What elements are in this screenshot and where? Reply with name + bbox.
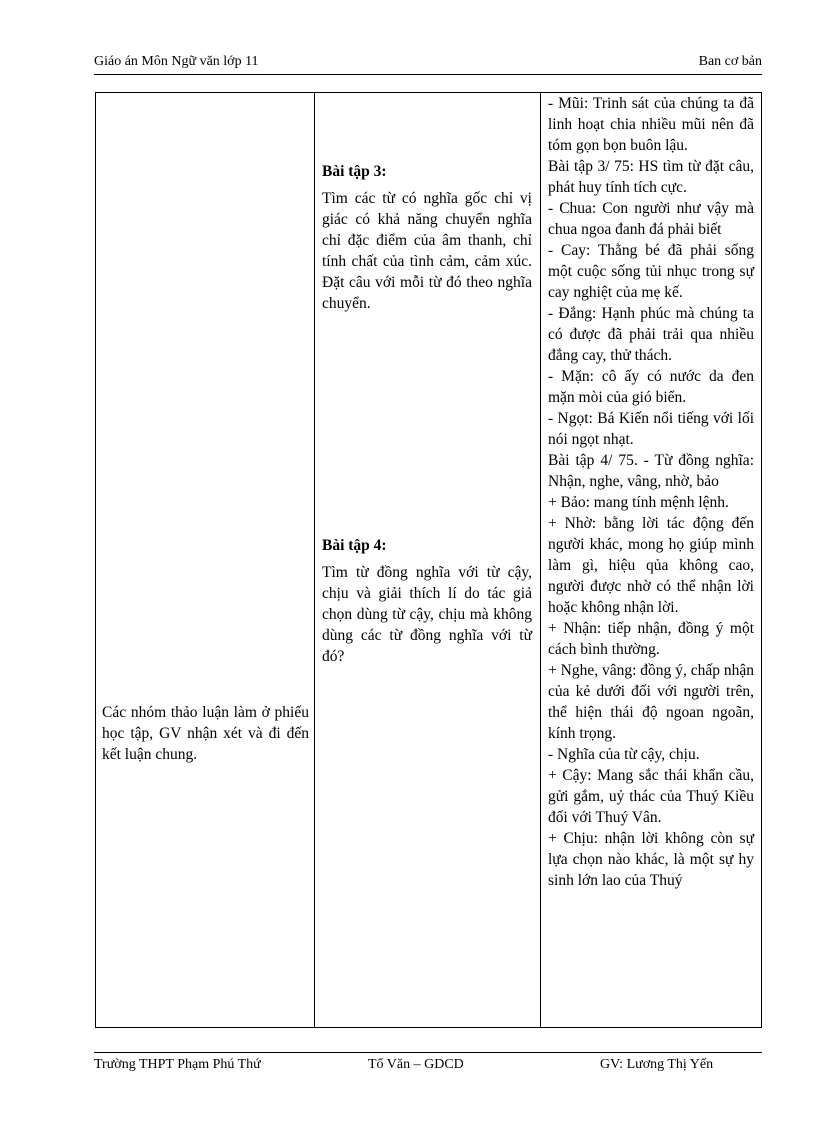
footer-school: Trường THPT Phạm Phú Thứ	[94, 1057, 261, 1072]
answer-line: + Nhờ: bằng lời tác động đến người khác, mong họ giúp mình làm gì, hiệu qủa không cao, người được nhờ có thể nhận lời hoặc không nhận lời.	[548, 515, 754, 616]
answer-line: + Nhận: tiếp nhận, đồng ý một cách bình thường.	[548, 620, 754, 658]
answer-line: - Nghĩa của từ cậy, chịu.	[548, 746, 700, 763]
page-footer	[94, 1052, 762, 1072]
header-subject: Giáo án Môn Ngữ văn lớp 11	[94, 54, 259, 69]
activity-column	[96, 93, 315, 1027]
exercise-4	[322, 535, 532, 667]
answer-line: + Nghe, vâng: đồng ý, chấp nhận của kẻ dưới đối với người trên, thể hiện thái độ ngoan ngoãn, kính trọng.	[548, 662, 754, 742]
answer-line: + Cậy: Mang sắc thái khẩn cầu, gửi gắm, uỷ thác của Thuý Kiều đối với Thuý Vân.	[548, 767, 754, 826]
answer-line: - Mũi: Trinh sát của chúng ta đã linh hoạt chia nhiều mũi nên đã tóm gọn bọn buôn lậu.	[548, 95, 754, 154]
answer-line: Bài tập 3/ 75: HS tìm từ đặt câu, phát huy tính tích cực.	[548, 158, 754, 196]
answer-column	[541, 93, 763, 1027]
header-level: Ban cơ bản	[698, 54, 762, 69]
answer-line: - Đắng: Hạnh phúc mà chúng ta có được đã phải trải qua nhiều đắng cay, thử thách.	[548, 305, 754, 364]
answer-line: - Chua: Con người như vậy mà chua ngoa đanh đá phải biết	[548, 200, 754, 238]
answer-text	[548, 93, 754, 891]
answer-line: + Bảo: mang tính mệnh lệnh.	[548, 494, 729, 511]
page-header	[94, 54, 762, 75]
footer-department: Tổ Văn – GDCD	[368, 1057, 464, 1072]
exercise-4-text: Tìm từ đồng nghĩa với từ cậy, chịu và giải thích lí do tác giả chọn dùng từ cậy, chịu mà không dùng các từ đồng nghĩa với từ đó?	[322, 564, 532, 665]
exercise-column	[315, 93, 541, 1027]
activity-text: Các nhóm thảo luận làm ở phiếu học tập, GV nhận xét và đi đến kết luận chung.	[102, 704, 309, 763]
exercise-3-title: Bài tập 3:	[322, 163, 387, 180]
exercise-4-title: Bài tập 4:	[322, 537, 387, 554]
answer-line: - Cay: Thằng bé đã phải sống một cuộc sống tủi nhục trong sự cay nghiệt của mẹ kế.	[548, 242, 754, 301]
exercise-3	[322, 161, 532, 314]
answer-line: Bài tập 4/ 75. - Từ đồng nghĩa: Nhận, nghe, vâng, nhờ, bảo	[548, 452, 754, 490]
answer-line: + Chịu: nhận lời không còn sự lựa chọn nào khác, là một sự hy sinh lớn lao của Thuý	[548, 830, 754, 889]
answer-line: - Ngọt: Bá Kiến nổi tiếng với lối nói ngọt nhạt.	[548, 410, 754, 448]
exercise-3-text: Tìm các từ có nghĩa gốc chỉ vị giác có khả năng chuyển nghĩa chỉ đặc điểm của âm thanh, chỉ tính chất của tình cảm, cảm xúc. Đặt câu với mỗi từ đó theo nghĩa chuyển.	[322, 190, 532, 312]
footer-teacher: GV: Lương Thị Yến	[600, 1057, 714, 1072]
lesson-table	[95, 92, 762, 1028]
answer-line: - Mặn: cô ấy có nước da đen mặn mòi của gió biển.	[548, 368, 754, 406]
